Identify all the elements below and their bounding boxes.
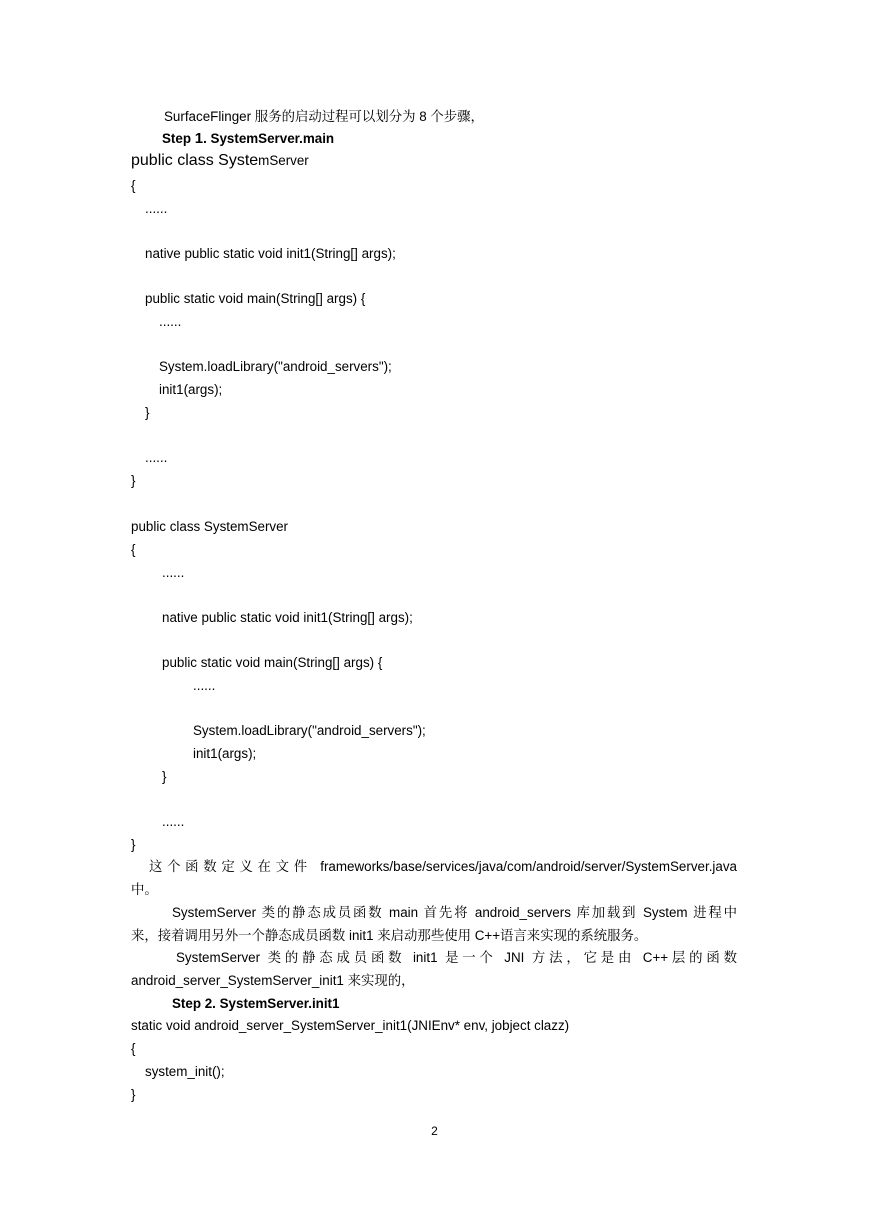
code2-line: public static void main(String[] args) { bbox=[162, 655, 383, 670]
code2-line: } bbox=[131, 837, 136, 852]
code3-line: { bbox=[131, 1041, 136, 1056]
step2-heading: Step 2. SystemServer.init1 bbox=[172, 996, 340, 1011]
code1-class-part-a: public class Syste bbox=[131, 152, 259, 169]
para3-line1: SystemServer 类的静态成员函数 init1 是一个 JNI 方法，它是由 C++层的函数 bbox=[176, 950, 737, 965]
code1-line: init1(args); bbox=[159, 382, 223, 397]
code1-line: } bbox=[145, 405, 150, 420]
intro-text: SurfaceFlinger 服务的启动过程可以划分为 8 个步骤， bbox=[164, 109, 484, 124]
page-number: 2 bbox=[431, 1124, 438, 1138]
step1-number: 1 bbox=[194, 130, 204, 147]
code2-line: init1(args); bbox=[193, 746, 257, 761]
code2-line: native public static void init1(String[] args); bbox=[162, 610, 413, 625]
code3-line: system_init(); bbox=[145, 1064, 225, 1079]
code1-line: System.loadLibrary("android_servers"); bbox=[159, 359, 392, 374]
code3-line: static void android_server_SystemServer_init1(JNIEnv* env, jobject clazz) bbox=[131, 1018, 570, 1033]
code3-line: } bbox=[131, 1087, 136, 1102]
para3-line2: android_server_SystemServer_init1 来实现的， bbox=[131, 973, 415, 988]
step1-title: . SystemServer.main bbox=[203, 131, 335, 146]
code1-class-part-b: mServer bbox=[258, 153, 309, 168]
para2-line2: 来，接着调用另外一个静态成员函数 init1 来启动那些使用 C++语言来实现的系统服务。 bbox=[131, 928, 648, 943]
code1-class-declaration bbox=[131, 152, 309, 170]
code1-line: public static void main(String[] args) { bbox=[145, 291, 366, 306]
code2-line: ...... bbox=[162, 565, 185, 580]
code1-line: ...... bbox=[145, 201, 168, 216]
code2-line: { bbox=[131, 542, 136, 557]
para2-line1: SystemServer 类的静态成员函数 main 首先将 android_servers 库加载到 System 进程中 bbox=[172, 905, 737, 920]
code2-line: ...... bbox=[193, 678, 216, 693]
code2-line: } bbox=[162, 769, 167, 784]
code1-line: { bbox=[131, 178, 136, 193]
code2-line: public class SystemServer bbox=[131, 519, 289, 534]
code1-line: native public static void init1(String[] args); bbox=[145, 246, 396, 261]
code2-line: ...... bbox=[162, 814, 185, 829]
code1-line: ...... bbox=[145, 450, 168, 465]
code1-line: ...... bbox=[159, 314, 182, 329]
step1-prefix: Step bbox=[162, 131, 195, 146]
code1-line: } bbox=[131, 473, 136, 488]
para1-line2: 中。 bbox=[131, 882, 158, 897]
code2-line: System.loadLibrary("android_servers"); bbox=[193, 723, 426, 738]
para1-line1: 这个函数定义在文件 frameworks/base/services/java/com/android/server/SystemServer.java bbox=[149, 859, 737, 874]
step1-heading bbox=[162, 130, 334, 148]
